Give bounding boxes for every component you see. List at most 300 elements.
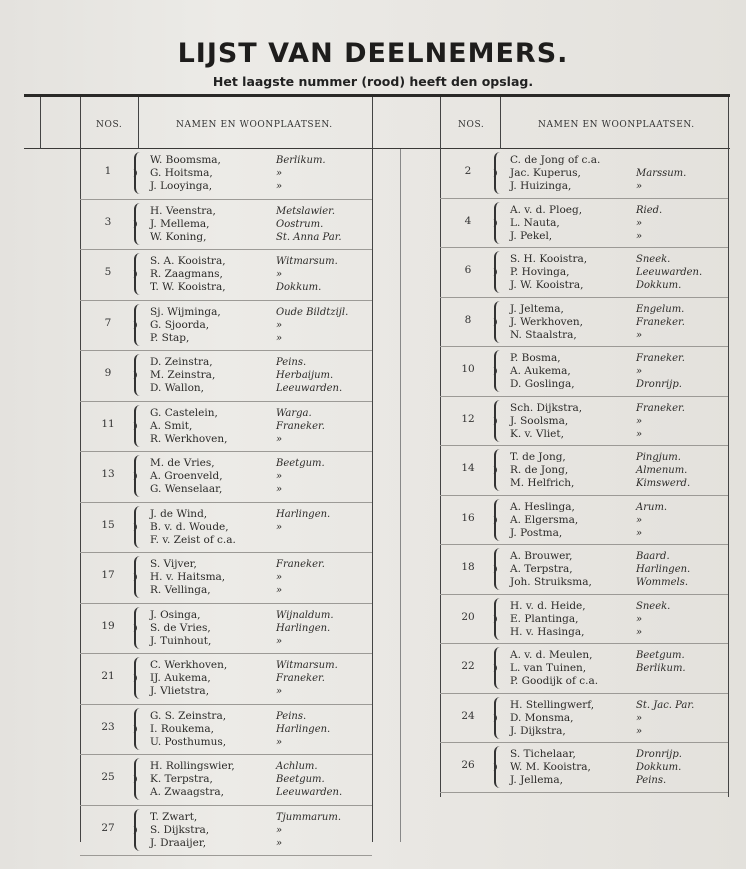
participant-row <box>150 433 372 446</box>
participant-row <box>510 402 728 415</box>
participant-place: Baard. <box>636 551 670 562</box>
participant-row <box>510 662 728 675</box>
entry-number: 22 <box>461 660 475 672</box>
participant-name: J. W. Kooistra, <box>510 279 584 291</box>
entry-number: 26 <box>461 759 475 771</box>
brace-icon <box>494 449 504 491</box>
participant-name: L. van Tuinen, <box>510 662 587 674</box>
participant-name: K. Terpstra, <box>150 773 213 785</box>
participant-row <box>150 571 372 584</box>
entry-number: 3 <box>104 215 112 228</box>
participant-name: A. Heslinga, <box>510 500 575 513</box>
participant-entry <box>440 347 728 397</box>
participant-name: J. Huizinga, <box>510 180 572 192</box>
participant-place: Franeker. <box>276 420 325 432</box>
column-divider <box>728 97 729 797</box>
participant-entry <box>440 397 728 447</box>
participant-row <box>510 675 728 688</box>
participant-place: Sneek. <box>636 254 671 265</box>
participant-place: » <box>276 585 283 596</box>
participant-entry <box>80 553 372 604</box>
participant-name: E. Plantinga, <box>510 612 579 625</box>
brace-icon <box>134 405 144 447</box>
participant-entry <box>80 452 372 503</box>
participant-place: Warga. <box>276 407 312 419</box>
participant-place: » <box>636 514 643 526</box>
participant-name: T. de Jong, <box>510 451 566 463</box>
participant-place: » <box>636 217 643 229</box>
column-divider <box>138 97 139 149</box>
participant-name: Joh. Struiksma, <box>510 576 592 588</box>
entry-number: 19 <box>101 619 115 632</box>
participant-name: A. Smit, <box>150 419 193 432</box>
participant-row <box>150 508 372 521</box>
participant-name: Sj. Wijminga, <box>150 305 221 318</box>
entry-number: 12 <box>461 412 475 425</box>
participant-entry <box>80 149 372 200</box>
brace-icon <box>494 598 504 640</box>
participant-place: » <box>276 433 283 445</box>
participant-entry <box>440 149 728 199</box>
participant-row <box>150 534 372 547</box>
participant-row <box>150 483 372 496</box>
participant-place: Wijnaldum. <box>276 609 334 621</box>
participant-row <box>150 710 372 723</box>
participant-place: Franeker. <box>276 559 325 570</box>
participant-place: Franeker. <box>276 673 325 684</box>
entry-number: 10 <box>461 363 475 375</box>
participant-place: Harlingen. <box>636 564 691 575</box>
entry-number: 23 <box>101 720 115 733</box>
page-title: LIJST VAN DEELNEMERS. <box>177 38 569 69</box>
participant-row <box>150 584 372 597</box>
participant-row <box>510 154 728 167</box>
participant-row <box>510 204 728 217</box>
participant-entry <box>80 250 372 301</box>
participant-name: M. Helfrich, <box>510 477 575 489</box>
participant-name: A. Terpstra, <box>510 563 573 575</box>
participant-row <box>510 279 728 292</box>
participant-row <box>510 365 728 378</box>
brace-icon <box>494 400 504 442</box>
entry-number: 8 <box>464 313 472 326</box>
participant-row <box>150 255 372 268</box>
participant-name: H. Rollingswier, <box>150 760 235 772</box>
participant-place: Oostrum. <box>276 218 324 230</box>
participant-name: A. v. d. Meulen, <box>510 649 593 661</box>
participant-name: D. Goslinga, <box>510 378 575 390</box>
participant-row <box>150 672 372 685</box>
participant-place: St. Anna Par. <box>276 231 342 243</box>
participant-name: D. Monsma, <box>510 711 574 724</box>
participant-place: Engelum. <box>636 303 685 315</box>
participant-row <box>510 477 728 490</box>
participant-entry <box>440 298 728 348</box>
participant-place: Dronrijp. <box>636 749 682 760</box>
participant-row <box>150 369 372 382</box>
participant-entry <box>440 644 728 694</box>
participant-name: R. Werkhoven, <box>150 432 228 445</box>
participant-name: J. Looyinga, <box>150 180 213 192</box>
brace-icon <box>494 301 504 343</box>
participant-entry <box>440 446 728 496</box>
participant-name: J. Werkhoven, <box>510 315 583 328</box>
participant-name: G. Castelein, <box>150 406 218 419</box>
participant-row <box>510 527 728 540</box>
participant-name: W. Koning, <box>150 230 207 243</box>
participant-entry <box>80 705 372 756</box>
participant-row <box>150 659 372 672</box>
participant-place: » <box>636 415 643 427</box>
participant-name: A. v. d. Ploeg, <box>510 203 583 216</box>
participant-row <box>150 407 372 420</box>
participant-place: » <box>636 230 643 242</box>
participant-place: » <box>276 686 283 697</box>
participant-row <box>510 563 728 576</box>
participant-row <box>150 205 372 218</box>
participant-place: » <box>276 484 283 495</box>
participant-name: S. H. Kooistra, <box>510 253 588 265</box>
participant-name: M. Zeinstra, <box>150 369 216 381</box>
participant-place: Beetgum. <box>276 458 325 469</box>
participant-name: J. Soolsma, <box>510 414 569 427</box>
entry-number: 27 <box>101 821 115 834</box>
participant-name: A. Elgersma, <box>510 513 579 526</box>
participant-place: Peins. <box>276 710 307 722</box>
brace-icon <box>494 548 504 590</box>
brace-icon <box>134 304 144 346</box>
participant-place: » <box>636 366 643 377</box>
participant-name: Jac. Kuperus, <box>510 167 581 179</box>
brace-icon <box>134 152 144 194</box>
participant-row <box>510 415 728 428</box>
participant-place: » <box>636 613 643 625</box>
participant-place: » <box>276 824 283 836</box>
column-divider <box>40 97 41 149</box>
entry-separator <box>440 792 728 793</box>
participant-name: F. v. Zeist of c.a. <box>150 533 236 546</box>
participant-name: R. de Jong, <box>510 464 569 476</box>
brace-icon <box>494 152 504 194</box>
participant-place: Franeker. <box>636 316 685 328</box>
participant-place: Dronrijp. <box>636 379 682 390</box>
participant-name: P. Stap, <box>150 331 190 344</box>
brace-icon <box>494 202 504 244</box>
participant-name: D. Wallon, <box>150 382 204 394</box>
participant-row <box>150 218 372 231</box>
participant-name: J. Tuinhout, <box>150 634 212 647</box>
participant-name: J. Dijkstra, <box>510 724 566 737</box>
brace-icon <box>494 746 504 788</box>
entry-number: 1 <box>104 165 112 177</box>
participant-name: R. Vellinga, <box>150 584 211 596</box>
participant-row <box>510 378 728 391</box>
participant-row <box>510 230 728 243</box>
participant-row <box>150 622 372 635</box>
participant-entry <box>440 545 728 595</box>
entry-number: 17 <box>101 569 115 581</box>
participant-name: G. S. Zeinstra, <box>150 709 227 722</box>
participant-row <box>150 723 372 736</box>
page-subtitle: Het laagste nummer (rood) heeft den opslag. <box>212 74 534 89</box>
participant-place: Marssum. <box>636 168 687 179</box>
participant-place: Beetgum. <box>276 774 325 785</box>
participant-name: P. Bosma, <box>510 352 561 364</box>
participant-row <box>150 281 372 294</box>
participant-place: Berlikum. <box>276 155 326 166</box>
participant-place: Dokkum. <box>636 762 682 773</box>
participant-name: H. v. Hasinga, <box>510 625 585 638</box>
participant-row <box>150 420 372 433</box>
participant-place: » <box>276 837 283 849</box>
entry-number: 24 <box>461 709 475 722</box>
participant-row <box>510 253 728 266</box>
participant-place: Leeuwarden. <box>276 787 343 798</box>
brace-icon <box>134 809 144 851</box>
participant-name: S. Tichelaar, <box>510 748 576 760</box>
participant-row <box>150 786 372 799</box>
brace-icon <box>134 203 144 245</box>
participant-row <box>510 167 728 180</box>
participant-entry <box>80 301 372 352</box>
brace-icon <box>134 354 144 396</box>
participant-place: Witmarsum. <box>276 660 338 671</box>
participant-row <box>510 316 728 329</box>
participant-row <box>510 550 728 563</box>
participant-row <box>150 837 372 850</box>
participant-place: Kimswerd. <box>636 478 691 489</box>
participant-name: C. Werkhoven, <box>150 659 228 671</box>
brace-icon <box>134 607 144 649</box>
participant-place: Peins. <box>276 357 307 368</box>
participant-name: H. v. Haitsma, <box>150 571 226 583</box>
participant-row <box>510 352 728 365</box>
participant-name: G. Wenselaar, <box>150 483 223 495</box>
participant-name: J. Jellema, <box>510 774 563 786</box>
participant-entry <box>80 503 372 554</box>
brace-icon <box>134 556 144 598</box>
participant-place: » <box>276 521 283 533</box>
participant-place: » <box>636 428 643 440</box>
participant-place: Ried. <box>636 204 663 216</box>
participant-entry <box>440 496 728 546</box>
participant-place: Harlingen. <box>276 622 331 634</box>
participant-row <box>150 306 372 319</box>
participant-place: St. Jac. Par. <box>636 699 695 711</box>
participant-place: » <box>276 168 283 179</box>
participant-place: » <box>276 332 283 344</box>
participant-place: Achlum. <box>276 761 318 772</box>
participant-name: J. Pekel, <box>510 229 553 242</box>
participant-place: » <box>636 712 643 724</box>
participant-name: A. Brouwer, <box>510 550 573 562</box>
brace-icon <box>134 657 144 699</box>
participant-name: J. de Wind, <box>150 507 208 520</box>
participant-row <box>150 736 372 749</box>
participant-place: » <box>636 527 643 539</box>
participant-place: Herbaijum. <box>276 370 334 381</box>
participant-row <box>150 760 372 773</box>
participant-row <box>150 332 372 345</box>
participant-row <box>510 514 728 527</box>
participant-row <box>150 319 372 332</box>
participant-row <box>510 180 728 193</box>
participant-row <box>150 180 372 193</box>
brace-icon <box>494 499 504 541</box>
entry-number: 16 <box>461 511 475 524</box>
participant-name: J. Mellema, <box>150 217 210 230</box>
title-rule <box>24 94 730 97</box>
participant-place: Dokkum. <box>276 282 322 293</box>
participant-name: A. Aukema, <box>510 365 571 377</box>
entry-number: 5 <box>104 266 112 278</box>
participant-row <box>510 626 728 639</box>
participant-place: Beetgum. <box>636 650 685 661</box>
participant-name: G. Sjoorda, <box>150 318 210 331</box>
participant-row <box>150 167 372 180</box>
participant-place: Tjummarum. <box>276 811 342 823</box>
participant-place: Harlingen. <box>276 508 331 520</box>
participant-place: » <box>276 319 283 331</box>
right-nos-header: NOS. <box>458 120 485 130</box>
participant-name: L. Nauta, <box>510 216 560 229</box>
participant-row <box>510 761 728 774</box>
brace-icon <box>134 506 144 548</box>
participant-row <box>510 464 728 477</box>
participant-name: J. Vlietstra, <box>150 685 210 697</box>
participant-name: T. Zwart, <box>150 810 198 823</box>
participant-entry <box>80 604 372 655</box>
brace-icon <box>134 455 144 497</box>
entry-number: 18 <box>461 561 475 573</box>
participant-place: Almenum. <box>636 465 688 476</box>
participant-name: J. Jeltema, <box>510 302 564 315</box>
participant-row <box>510 725 728 738</box>
participant-name: T. W. Kooistra, <box>150 281 226 293</box>
participant-row <box>150 558 372 571</box>
participant-row <box>150 609 372 622</box>
brace-icon <box>134 758 144 800</box>
participant-row <box>150 685 372 698</box>
participant-row <box>150 635 372 648</box>
participant-name: D. Zeinstra, <box>150 356 213 368</box>
participant-place: Oude Bildtzijl. <box>276 306 349 318</box>
participant-place: Harlingen. <box>276 723 331 735</box>
participant-name: P. Hovinga, <box>510 266 570 278</box>
participant-name: Sch. Dijkstra, <box>510 401 583 414</box>
entry-number: 15 <box>101 518 115 531</box>
entry-separator <box>80 855 372 856</box>
entry-number: 6 <box>464 264 472 276</box>
participant-name: C. de Jong of c.a. <box>510 154 601 166</box>
entry-number: 21 <box>101 670 115 682</box>
participant-entry <box>440 248 728 298</box>
participant-name: R. Zaagmans, <box>150 268 223 280</box>
participant-row <box>510 303 728 316</box>
participant-name: S. Dijkstra, <box>150 823 210 836</box>
participant-name: A. Groenveld, <box>150 470 223 482</box>
participant-row <box>150 811 372 824</box>
participant-row <box>150 231 372 244</box>
participant-row <box>510 576 728 589</box>
participant-name: J. Postma, <box>510 526 563 539</box>
participant-row <box>510 774 728 787</box>
brace-icon <box>494 697 504 739</box>
participant-entry <box>440 743 728 793</box>
participant-place: Witmarsum. <box>276 256 338 267</box>
column-divider <box>400 149 401 842</box>
participant-place: Leeuwarden. <box>636 267 703 278</box>
participant-place: Leeuwarden. <box>276 383 343 394</box>
column-divider <box>500 97 501 149</box>
participant-place: Franeker. <box>636 353 685 364</box>
participant-place: » <box>276 572 283 583</box>
participant-place: » <box>636 725 643 737</box>
participant-name: G. Hoitsma, <box>150 167 213 179</box>
column-divider <box>372 97 373 842</box>
participant-name: K. v. Vliet, <box>510 427 564 440</box>
participant-row <box>510 501 728 514</box>
left-names-header: NAMEN EN WOONPLAATSEN. <box>176 120 333 130</box>
participant-row <box>510 699 728 712</box>
participant-row <box>510 428 728 441</box>
participant-row <box>510 748 728 761</box>
participant-name: N. Staalstra, <box>510 328 577 341</box>
participant-name: J. Osinga, <box>150 608 201 621</box>
entry-number: 11 <box>101 417 115 430</box>
participant-row <box>150 773 372 786</box>
participant-name: U. Posthumus, <box>150 735 227 748</box>
participant-name: S. A. Kooistra, <box>150 255 226 267</box>
participant-name: H. v. d. Heide, <box>510 599 586 612</box>
participant-row <box>150 457 372 470</box>
participant-place: Sneek. <box>636 600 671 612</box>
participant-entry <box>440 694 728 744</box>
participant-row <box>510 712 728 725</box>
participant-place: Arum. <box>636 501 668 513</box>
participant-name: W. Boomsma, <box>150 154 221 166</box>
participant-entry <box>80 402 372 453</box>
participant-name: S. Vijver, <box>150 558 197 570</box>
participant-name: H. Stellingwerf, <box>510 698 595 711</box>
left-nos-header: NOS. <box>96 120 123 130</box>
participant-name: P. Goodijk of c.a. <box>510 675 599 687</box>
participant-row <box>150 824 372 837</box>
participant-place: » <box>636 329 643 341</box>
participant-entry <box>80 351 372 402</box>
participant-place: » <box>636 181 643 192</box>
participant-name: H. Veenstra, <box>150 204 216 217</box>
participant-place: Franeker. <box>636 402 685 414</box>
participant-place: Pingjum. <box>636 452 681 463</box>
participant-name: I. Roukema, <box>150 722 214 735</box>
participant-place: Metslawier. <box>276 205 336 217</box>
participant-entry <box>80 755 372 806</box>
participant-name: S. de Vries, <box>150 621 211 634</box>
participant-place: » <box>276 736 283 748</box>
brace-icon <box>494 251 504 293</box>
brace-icon <box>134 708 144 750</box>
participant-name: J. Draaijer, <box>150 836 207 849</box>
participant-row <box>510 217 728 230</box>
participant-place: » <box>276 269 283 280</box>
participant-row <box>150 521 372 534</box>
entry-number: 14 <box>461 462 475 474</box>
participant-place: » <box>276 471 283 482</box>
entry-number: 4 <box>464 214 472 227</box>
participant-place: » <box>276 635 283 647</box>
brace-icon <box>134 253 144 295</box>
